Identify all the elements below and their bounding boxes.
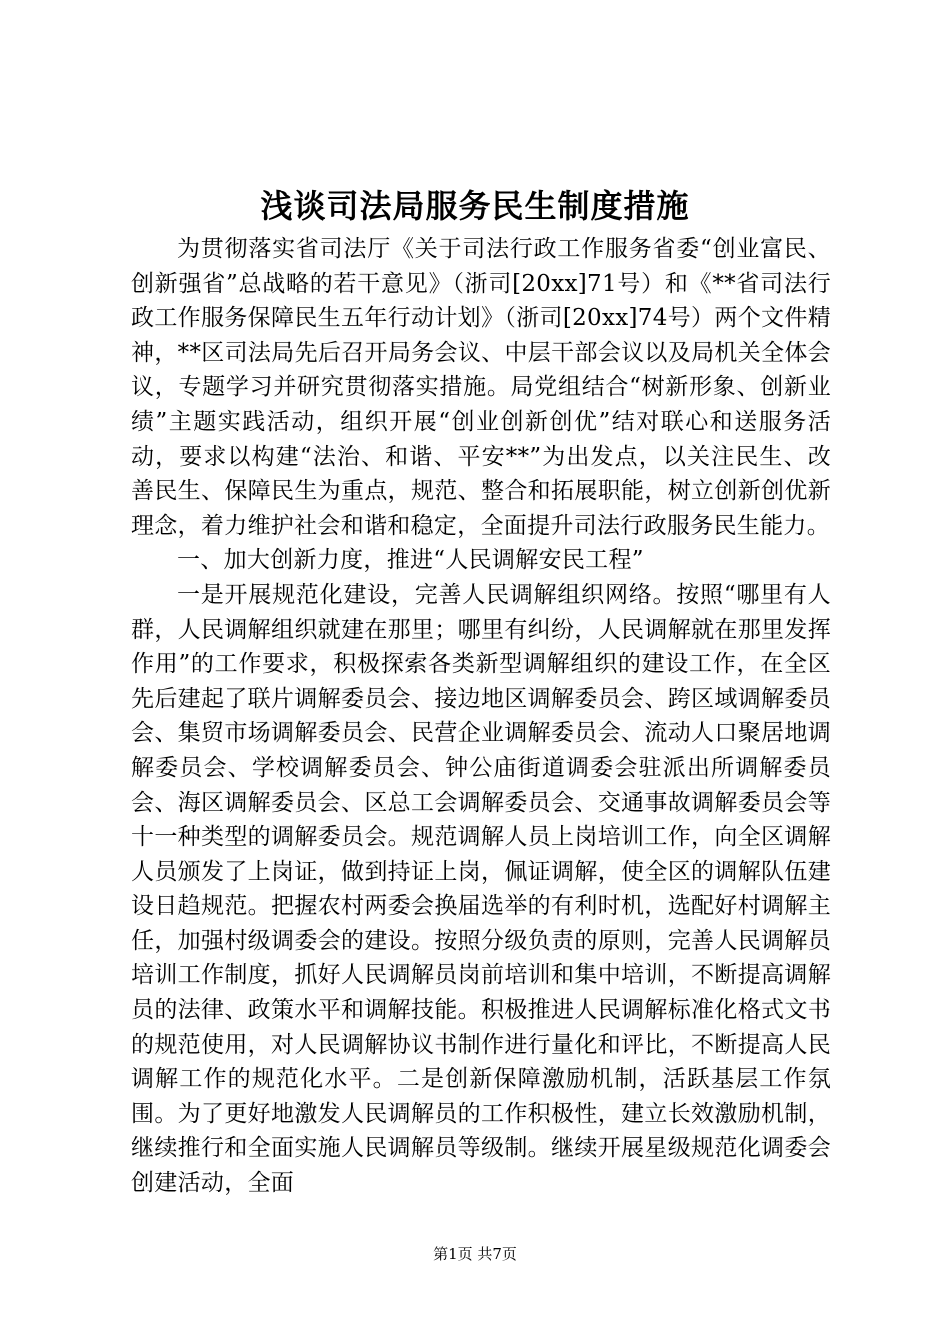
- section-paragraph: 一是开展规范化建设，完善人民调解组织网络。按照“哪里有人群，人民调解组织就建在那里；哪里有纠纷，人民调解就在那里发挥作用”的工作要求，积极探索各类新型调解组织的建设工作，在全区先后建起了联片调解委员会、接边地区调解委员会、跨区域调解委员会、集贸市场调解委员会、民营企业调解委员会、流动人口聚居地调解委员会、学校调解委员会、钟公庙街道调委会驻派出所调解委员会、海区调解委员会、区总工会调解委员会、交通事故调解委员会等十一种类型的调解委员会。规范调解人员上岗培训工作，向全区调解人员颁发了上岗证，做到持证上岗，佩证调解，使全区的调解队伍建设日趋规范。把握农村两委会换届选举的有利时机，选配好村调解主任，加强村级调委会的建设。按照分级负责的原则，完善人民调解员培训工作制度，抓好人民调解员岗前培训和集中培训，不断提高调解员的法律、政策水平和调解技能。积极推进人民调解标准化格式文书的规范使用，对人民调解协议书制作进行量化和评比，不断提高人民调解工作的规范化水平。二是创新保障激励机制，活跃基层工作氛围。为了更好地激发人民调解员的工作积极性，建立长效激励机制，继续推行和全面实施人民调解员等级制。继续开展星级规范化调委会创建活动，全面: [131, 581, 831, 1197]
- document-title: 浅谈司法局服务民生制度措施: [260, 187, 690, 225]
- intro-paragraph: 为贯彻落实省司法厅《关于司法行政工作服务省委“创业富民、创新强省”总战略的若干意见》（浙司[20xx]71号）和《**省司法行政工作服务保障民生五年行动计划》（浙司[20xx]74号）两个文件精神，**区司法局先后召开局务会议、中层干部会议以及局机关全体会议，专题学习并研究贯彻落实措施。局党组结合“树新形象、创新业绩”主题实践活动，组织开展“创业创新创优”结对联心和送服务活动，要求以构建“法治、和谐、平安**”为出发点，以关注民生、改善民生、保障民生为重点，规范、整合和拓展职能，树立创新创优新理念，着力维护社会和谐和稳定，全面提升司法行政服务民生能力。: [131, 236, 831, 539]
- page-number-footer: 第1页 共7页: [433, 1245, 517, 1263]
- section-heading: 一、加大创新力度，推进“人民调解安民工程”: [177, 547, 644, 574]
- document-body: [131, 232, 831, 1201]
